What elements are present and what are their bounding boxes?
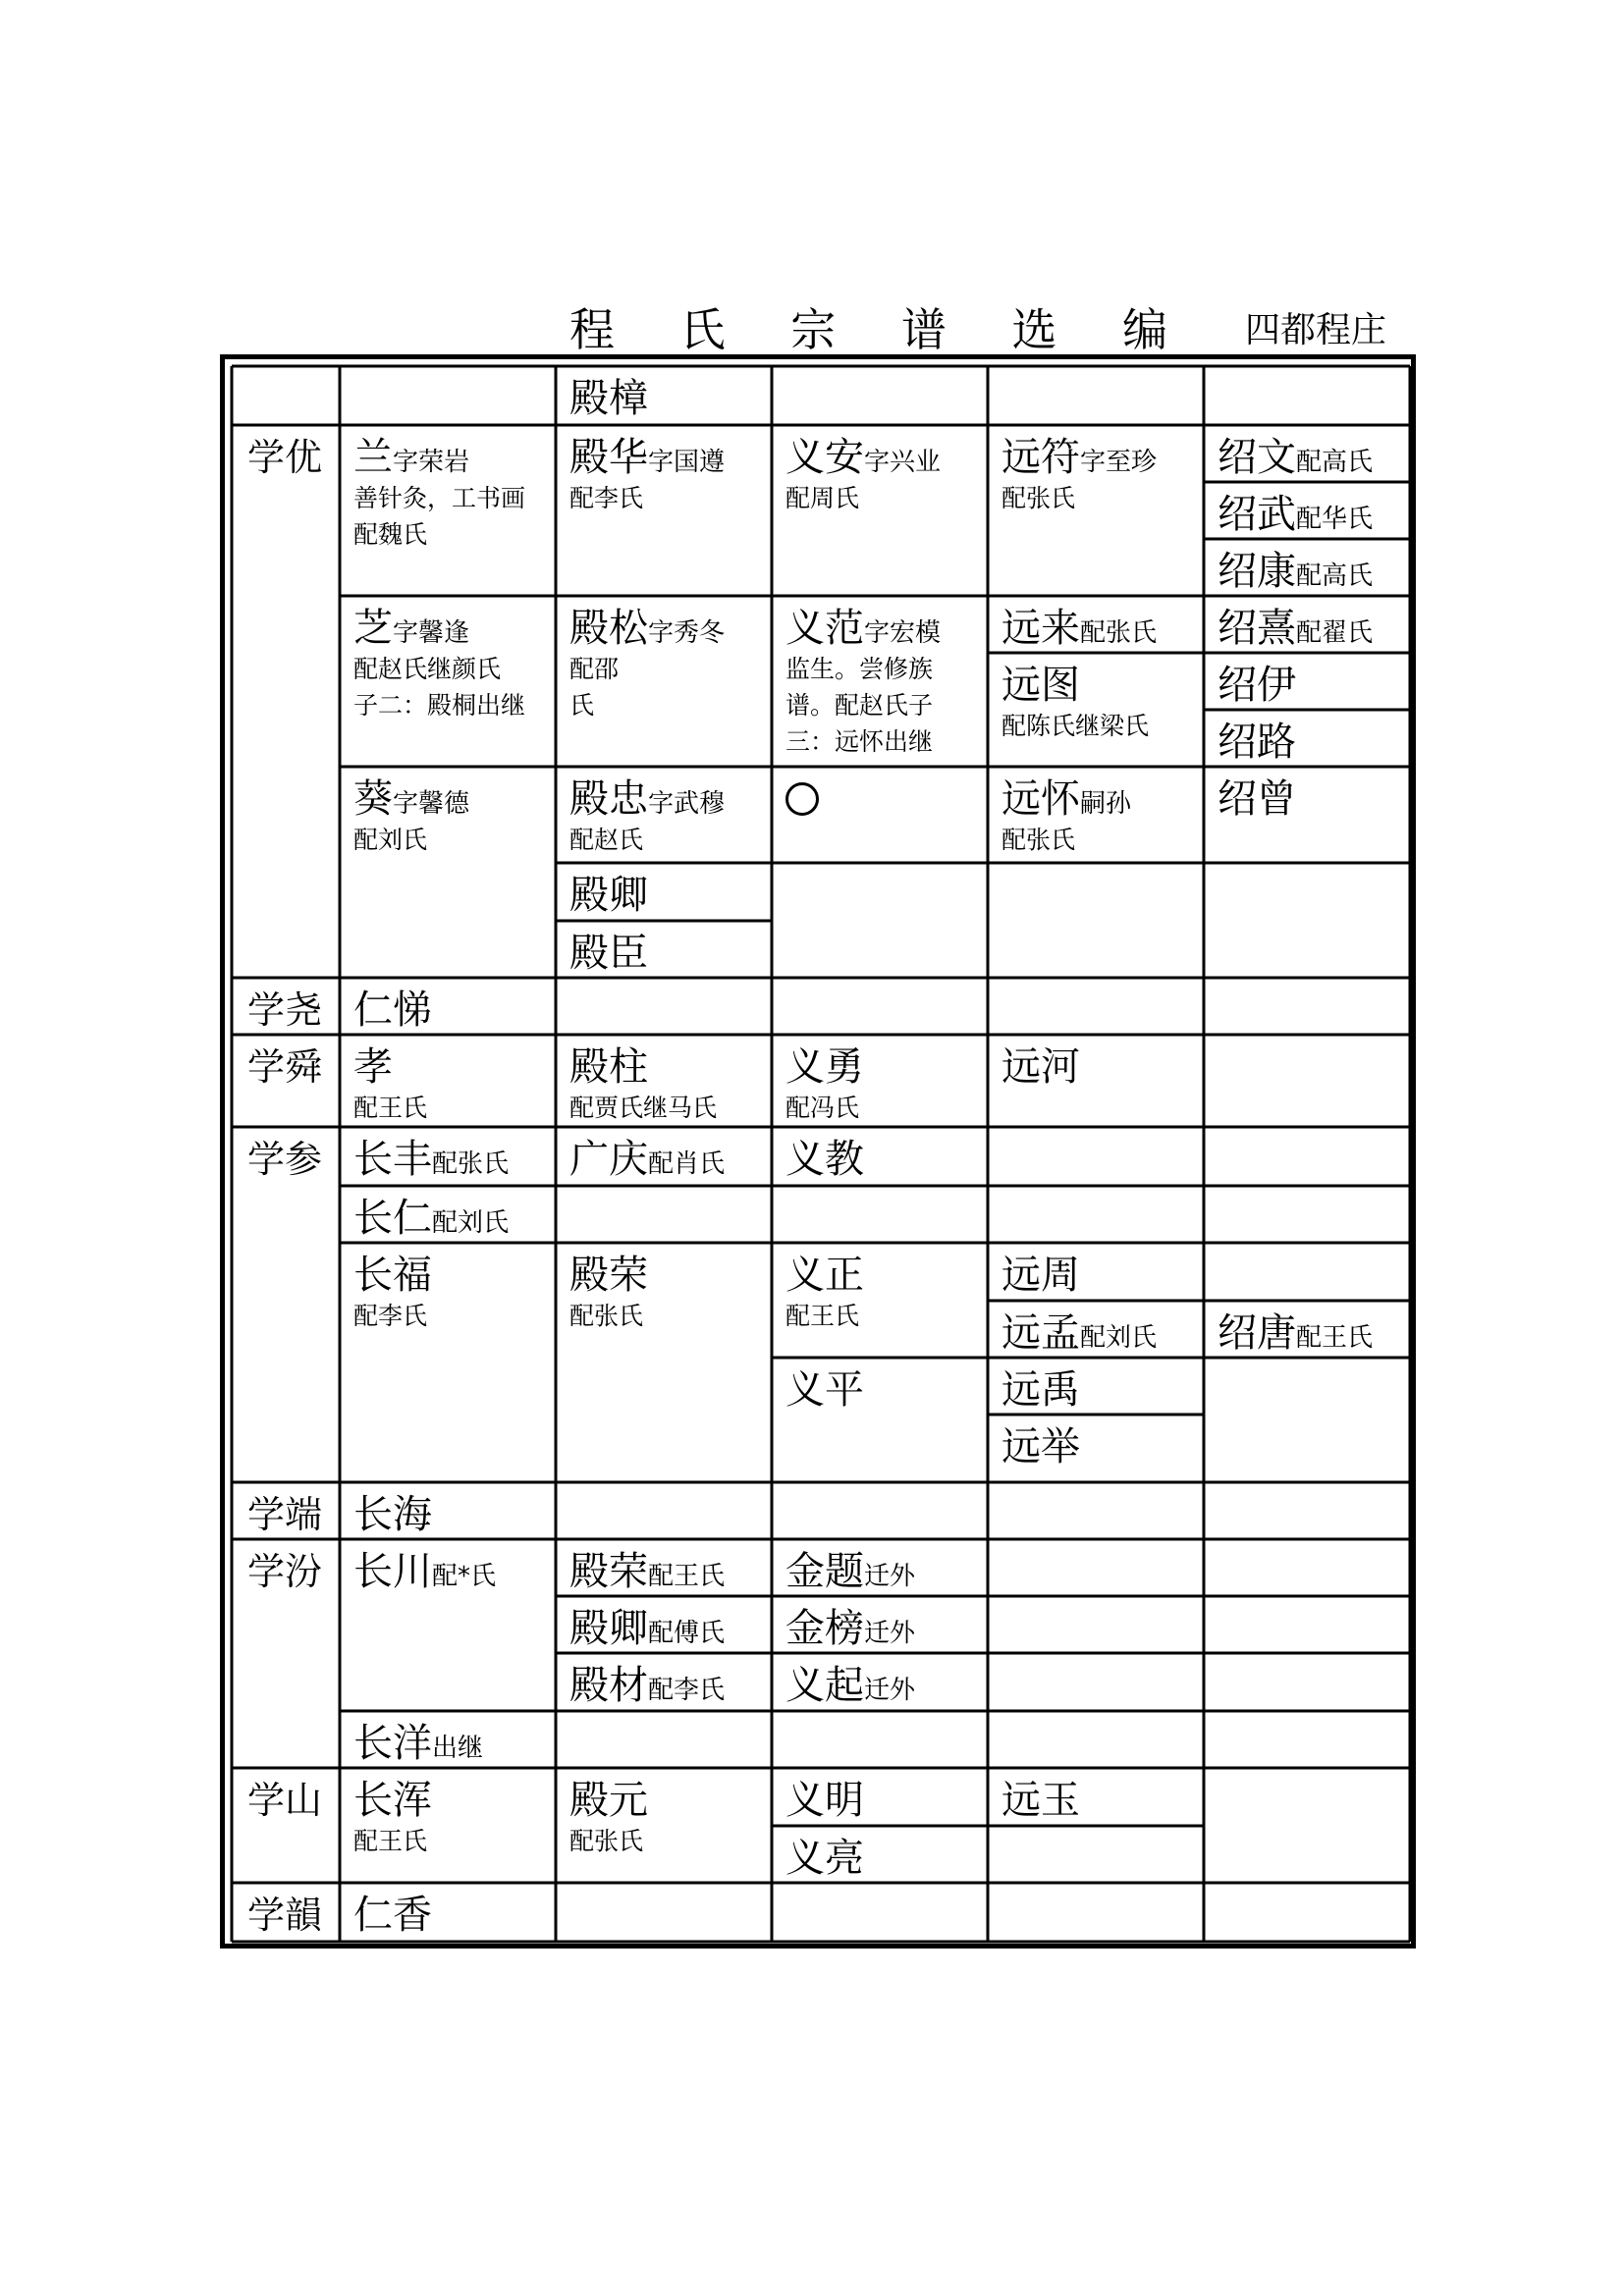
person-cell [1204, 596, 1410, 653]
person-name: 远图 [1001, 663, 1080, 708]
person-cell [988, 1301, 1204, 1358]
person-name: 义勇 [785, 1044, 864, 1090]
person-name: 长仁 [353, 1196, 432, 1241]
person-cell [556, 1035, 772, 1127]
person-cell [988, 1358, 1204, 1415]
person-name: 长丰 [353, 1137, 432, 1182]
person-cell [340, 425, 556, 596]
person-cell [340, 1883, 556, 1942]
person-note: 配张氏 [1001, 484, 1076, 512]
person-cell [772, 1035, 988, 1127]
person-cell [988, 1243, 1204, 1301]
person-cell [340, 1482, 556, 1539]
person-name: 远怀 [1001, 776, 1080, 822]
generation-label: 学汾 [247, 1550, 323, 1593]
person-inline-note: 字至珍 [1080, 448, 1158, 477]
person-name: 殿樟 [569, 376, 648, 421]
person-inline-note: 配*氏 [432, 1562, 497, 1591]
person-name: 义明 [785, 1778, 864, 1823]
person-cell [772, 1768, 988, 1826]
person-name: 远孟 [1001, 1310, 1080, 1356]
person-name: 绍伊 [1218, 663, 1296, 708]
person-inline-note: 迁外 [864, 1676, 916, 1705]
person-cell [988, 1768, 1204, 1826]
person-name: 绍熹 [1218, 606, 1296, 651]
person-cell [1204, 767, 1410, 863]
person-cell [988, 1415, 1204, 1482]
person-inline-note: 配傅氏 [648, 1619, 726, 1648]
person-name: 殿华 [569, 435, 648, 480]
empty-circle-mark [785, 782, 819, 816]
person-inline-note: 字武穆 [648, 789, 726, 819]
generation-cell [232, 978, 340, 1035]
generation-cell [232, 1127, 340, 1482]
person-cell [1204, 710, 1410, 767]
person-name: 殿荣 [569, 1253, 648, 1298]
person-note: 配李氏 [353, 1302, 428, 1330]
generation-label: 学山 [247, 1779, 323, 1822]
person-cell [772, 1596, 988, 1653]
person-cell [556, 425, 772, 596]
person-name: 仁悌 [353, 988, 432, 1033]
person-cell [772, 596, 988, 767]
person-name: 长浑 [353, 1778, 432, 1823]
person-name: 绍唐 [1218, 1310, 1296, 1356]
person-cell [340, 1539, 556, 1711]
person-note: 配周氏 [785, 484, 860, 512]
person-cell [1204, 482, 1410, 539]
person-inline-note: 字秀冬 [648, 618, 726, 648]
person-note: 配赵氏继颜氏 子二：殿桐出继 [353, 655, 526, 720]
person-inline-note: 配华氏 [1296, 505, 1374, 534]
person-name: 远符 [1001, 435, 1080, 480]
person-cell [556, 1768, 772, 1883]
person-name: 殿荣 [569, 1549, 648, 1594]
person-inline-note: 出继 [432, 1734, 484, 1763]
person-note: 配张氏 [569, 1827, 644, 1855]
person-name: 义正 [785, 1253, 864, 1298]
person-cell [772, 425, 988, 596]
person-name: 远河 [1001, 1044, 1080, 1090]
generation-label: 学韻 [247, 1894, 323, 1937]
person-name: 远周 [1001, 1253, 1080, 1298]
person-name: 长洋 [353, 1721, 432, 1766]
person-cell [988, 596, 1204, 653]
person-name: 殿卿 [569, 1606, 648, 1651]
person-inline-note: 迁外 [864, 1619, 916, 1648]
person-cell [556, 596, 772, 767]
person-name: 义平 [785, 1367, 864, 1413]
person-note: 配邵 氏 [569, 655, 620, 720]
person-inline-note: 配王氏 [1296, 1323, 1374, 1353]
person-name: 绍康 [1218, 549, 1296, 594]
person-note: 配李氏 [569, 484, 644, 512]
person-cell [556, 767, 772, 863]
place-label: 四都程庄 [1245, 310, 1387, 350]
person-cell [988, 1035, 1204, 1127]
person-inline-note: 配刘氏 [432, 1208, 510, 1238]
person-inline-note: 配张氏 [1080, 618, 1158, 648]
person-cell [772, 767, 988, 863]
person-name: 芝 [353, 606, 393, 651]
person-name: 殿忠 [569, 776, 648, 822]
person-inline-note: 配高氏 [1296, 561, 1374, 591]
person-inline-note: 字馨德 [393, 789, 470, 819]
person-cell [340, 1711, 556, 1768]
person-cell [1204, 1301, 1410, 1358]
person-cell [556, 921, 772, 978]
page-title: 程 氏 宗 谱 选 编 [569, 303, 1194, 356]
person-inline-note: 配王氏 [648, 1562, 726, 1591]
person-name: 殿元 [569, 1778, 648, 1823]
generation-label: 学舜 [247, 1045, 323, 1089]
person-name: 殿卿 [569, 873, 648, 918]
person-cell [340, 1035, 556, 1127]
person-note: 配王氏 [785, 1302, 860, 1330]
person-cell [340, 978, 556, 1035]
person-name: 远举 [1001, 1424, 1080, 1469]
person-name: 葵 [353, 776, 393, 822]
person-cell [556, 1539, 772, 1596]
person-name: 义安 [785, 435, 864, 480]
person-note: 配贾氏继马氏 [569, 1094, 718, 1122]
person-note: 配冯氏 [785, 1094, 860, 1122]
person-cell [772, 1826, 988, 1883]
person-name: 殿松 [569, 606, 648, 651]
person-inline-note: 配李氏 [648, 1676, 726, 1705]
person-cell [772, 1243, 988, 1358]
person-cell [772, 1358, 988, 1482]
person-cell [988, 767, 1204, 863]
person-cell [772, 1539, 988, 1596]
person-cell [340, 1768, 556, 1883]
person-cell [340, 1127, 556, 1186]
person-name: 长海 [353, 1492, 432, 1537]
person-cell [1204, 425, 1410, 482]
person-inline-note: 迁外 [864, 1562, 916, 1591]
person-name: 绍曾 [1218, 776, 1296, 822]
person-inline-note: 字馨逢 [393, 618, 470, 648]
person-name: 长福 [353, 1253, 432, 1298]
generation-cell [232, 1539, 340, 1768]
generation-cell [232, 1768, 340, 1883]
person-name: 殿臣 [569, 931, 648, 976]
person-cell [988, 425, 1204, 596]
person-inline-note: 配刘氏 [1080, 1323, 1158, 1353]
person-name: 远来 [1001, 606, 1080, 651]
person-cell [772, 1653, 988, 1711]
person-note: 配张氏 [1001, 826, 1076, 854]
person-note: 配赵氏 [569, 826, 644, 854]
person-note: 配刘氏 [353, 826, 428, 854]
person-note: 配陈氏继梁氏 [1001, 712, 1150, 740]
person-inline-note: 配高氏 [1296, 448, 1374, 477]
person-name: 绍武 [1218, 492, 1296, 537]
person-name: 孝 [353, 1044, 393, 1090]
person-name: 仁香 [353, 1893, 432, 1938]
person-name: 义亮 [785, 1836, 864, 1881]
person-name: 远禹 [1001, 1367, 1080, 1413]
person-inline-note: 字荣岩 [393, 448, 470, 477]
person-cell [340, 1243, 556, 1482]
person-name: 义范 [785, 606, 864, 651]
person-cell [340, 767, 556, 978]
person-cell [556, 1127, 772, 1186]
person-inline-note: 字国遵 [648, 448, 726, 477]
person-name: 长川 [353, 1549, 432, 1594]
person-cell [556, 1596, 772, 1653]
person-name: 金榜 [785, 1606, 864, 1651]
generation-label: 学尧 [247, 988, 323, 1032]
person-inline-note: 字宏模 [864, 618, 942, 648]
person-name: 殿材 [569, 1663, 648, 1708]
generation-cell [232, 1482, 340, 1539]
person-inline-note: 嗣孙 [1080, 789, 1132, 819]
person-cell [556, 1653, 772, 1711]
generation-label: 学优 [247, 436, 323, 479]
person-name: 金题 [785, 1549, 864, 1594]
person-cell [340, 1186, 556, 1243]
person-cell [340, 596, 556, 767]
person-name: 远玉 [1001, 1778, 1080, 1823]
person-note: 善针灸，工书画 配魏氏 [353, 484, 526, 549]
person-inline-note: 配张氏 [432, 1149, 510, 1179]
person-name: 绍文 [1218, 435, 1296, 480]
person-note: 监生。尝修族 谱。配赵氏子 三：远怀出继 [785, 655, 934, 756]
person-cell [1204, 653, 1410, 710]
generation-cell [232, 1035, 340, 1127]
generation-cell [232, 1883, 340, 1942]
person-inline-note: 配翟氏 [1296, 618, 1374, 648]
person-note: 配王氏 [353, 1094, 428, 1122]
generation-label: 学参 [247, 1138, 323, 1181]
person-name: 兰 [353, 435, 393, 480]
person-name: 绍路 [1218, 720, 1296, 765]
person-name: 殿柱 [569, 1044, 648, 1090]
person-cell [556, 863, 772, 921]
person-cell [556, 366, 772, 425]
person-cell [772, 1127, 988, 1186]
person-name: 义教 [785, 1137, 864, 1182]
person-name: 广庆 [569, 1137, 648, 1182]
person-inline-note: 配肖氏 [648, 1149, 726, 1179]
person-note: 配王氏 [353, 1827, 428, 1855]
generation-label: 学端 [247, 1493, 323, 1536]
person-note: 配张氏 [569, 1302, 644, 1330]
person-name: 义起 [785, 1663, 864, 1708]
person-cell [988, 653, 1204, 767]
person-cell [1204, 539, 1410, 596]
person-inline-note: 字兴业 [864, 448, 942, 477]
person-cell [556, 1243, 772, 1482]
